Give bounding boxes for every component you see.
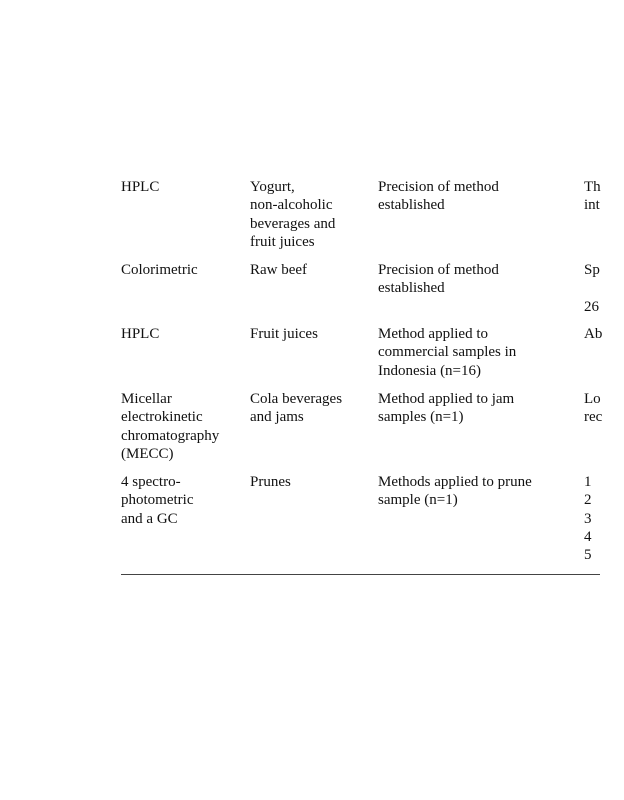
table-row [121, 325, 603, 390]
matrix-cell: Cola beverages and jams [250, 391, 343, 426]
notes-cell: Th int [584, 179, 601, 214]
matrix-cell: Fruit juices [250, 326, 318, 342]
validation-cell: Method applied to jam samples (n=1) [378, 391, 515, 426]
table-row [121, 178, 600, 261]
validation-cell: Precision of method established [378, 179, 499, 214]
data-table [121, 178, 603, 574]
validation-cell: Methods applied to prune sample (n=1) [378, 474, 532, 509]
table-row [121, 473, 600, 574]
matrix-cell: Prunes [250, 474, 291, 490]
validation-cell: Precision of method established [378, 262, 499, 297]
method-cell: Micellar electrokinetic chromatography (MECC) [121, 391, 220, 462]
table-row [121, 390, 603, 473]
matrix-cell: Yogurt, non-alcoholic beverages and fruit juices [250, 179, 336, 250]
notes-cell: Sp 26 [584, 262, 600, 315]
notes-cell: 1 2 3 4 5 [584, 474, 592, 564]
method-cell: HPLC [121, 179, 160, 195]
method-cell: Colorimetric [121, 262, 198, 278]
table-row [121, 261, 600, 325]
matrix-cell: Raw beef [250, 262, 308, 278]
method-cell: 4 spectro- photometric and a GC [121, 474, 194, 527]
table-bottom-rule [121, 574, 600, 575]
notes-cell: Ab [584, 326, 603, 342]
notes-cell: Lo rec [584, 391, 603, 426]
validation-cell: Method applied to commercial samples in Indonesia (n=16) [378, 326, 517, 379]
method-cell: HPLC [121, 326, 160, 342]
